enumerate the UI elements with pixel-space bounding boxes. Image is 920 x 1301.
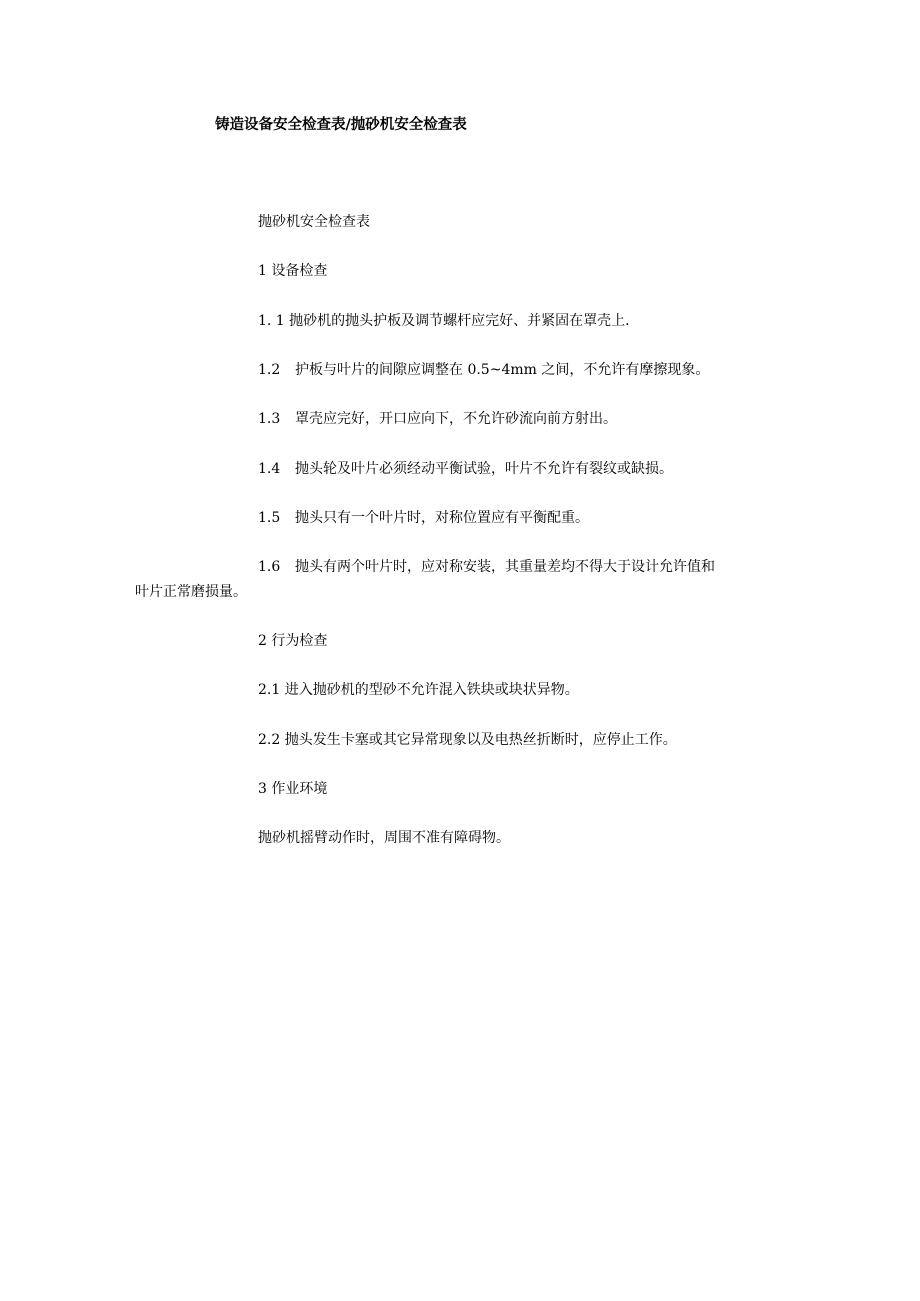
- checklist-item-1-5: [258, 508, 589, 528]
- item-text: 护板与叶片的间隙应调整在 0.5~4mm 之间，不允许有摩擦现象。: [295, 362, 710, 378]
- checklist-item-1-6: [258, 557, 715, 577]
- section-heading-equipment: 1 设备检查: [258, 263, 328, 279]
- checklist-item-2-1: 2.1 进入抛砂机的型砂不允许混入铁块或块状异物。: [258, 682, 579, 698]
- checklist-item-1-3: [258, 409, 617, 429]
- item-text: 抛头有两个叶片时，应对称安装，其重量差均不得大于设计允许值和: [295, 559, 715, 575]
- checklist-item-1-6-continuation: 叶片正常磨损量。: [135, 584, 247, 600]
- document-subtitle: 抛砂机安全检查表: [258, 214, 370, 230]
- checklist-item-1-4: [258, 459, 673, 479]
- checklist-item-2-2: 2.2 抛头发生卡塞或其它异常现象以及电热丝折断时，应停止工作。: [258, 732, 677, 748]
- item-number: 1.3: [258, 411, 281, 427]
- item-number: 1.2: [258, 362, 281, 378]
- item-text: 罩壳应完好，开口应向下，不允许砂流向前方射出。: [295, 411, 617, 427]
- item-number: 1.4: [258, 461, 281, 477]
- item-text: 抛头只有一个叶片时，对称位置应有平衡配重。: [295, 510, 589, 526]
- item-text: 抛头轮及叶片必须经动平衡试验，叶片不允许有裂纹或缺损。: [295, 461, 673, 477]
- page-title: 铸造设备安全检查表/抛砂机安全检查表: [215, 117, 467, 133]
- item-number: 1.6: [258, 559, 281, 575]
- checklist-item-1-1: 1. 1 抛砂机的抛头护板及调节螺杆应完好、并紧固在罩壳上.: [258, 313, 630, 329]
- item-number: 1.5: [258, 510, 281, 526]
- section-heading-behavior: 2 行为检查: [258, 633, 328, 649]
- checklist-item-1-2: [258, 360, 709, 380]
- section-body-environment: 抛砂机摇臂动作时，周围不准有障碍物。: [258, 830, 510, 846]
- section-heading-environment: 3 作业环境: [258, 781, 328, 797]
